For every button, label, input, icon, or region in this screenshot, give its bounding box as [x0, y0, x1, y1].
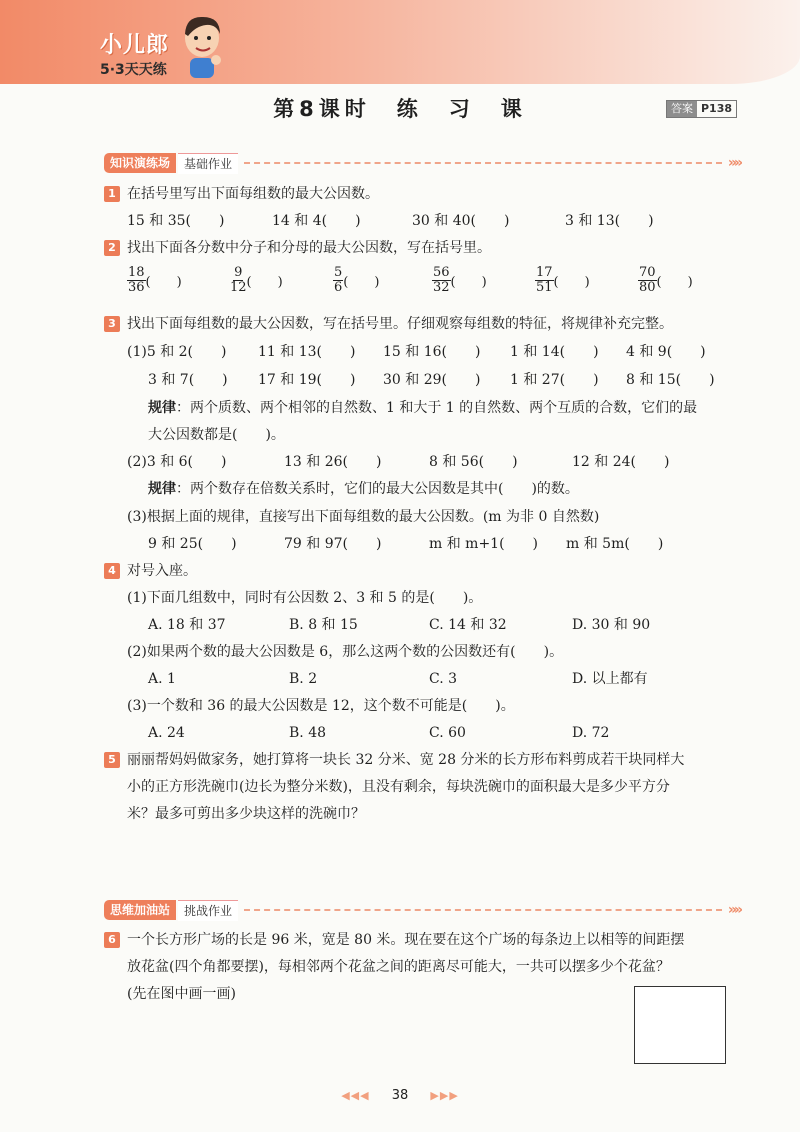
answer-blank: ( ) — [553, 275, 590, 290]
question-text: 米？最多可剪出多少块这样的洗碗巾？ — [127, 806, 365, 822]
answer-item[interactable]: 13 和 26( ) — [284, 454, 382, 470]
option-d[interactable]: D. 30 和 90 — [572, 617, 651, 633]
answer-item[interactable]: 8 和 15( ) — [626, 372, 715, 388]
numerator: 70 — [639, 265, 656, 280]
answer-label: 答案 — [667, 101, 697, 117]
denominator: 32 — [433, 280, 450, 295]
answer-item[interactable]: 8 和 56( ) — [429, 454, 518, 470]
option-a[interactable]: A. 24 — [148, 725, 185, 741]
section-divider — [244, 909, 722, 911]
answer-item[interactable]: 14 和 4( ) — [272, 213, 361, 229]
numerator: 5 — [334, 265, 343, 280]
logo-title: 小儿郎 — [100, 33, 170, 58]
option-c[interactable]: C. 60 — [429, 725, 466, 741]
page-title: 第8课时 练 习 课 — [273, 97, 527, 121]
answer-item[interactable]: 15 和 16( ) — [383, 344, 481, 360]
numerator: 56 — [433, 265, 450, 280]
double-chevron-icon: »» — [727, 155, 740, 171]
answer-item[interactable]: 1 和 14( ) — [510, 344, 599, 360]
question-text: 小的正方形洗碗巾(边长为整分米数)，且没有剩余，每块洗碗巾的面积最大是多少平方分 — [127, 779, 670, 795]
double-chevron-icon: »» — [727, 902, 740, 918]
section-tag: 思维加油站 — [104, 900, 176, 920]
answer-item[interactable]: 79 和 97( ) — [284, 536, 382, 552]
answer-item[interactable]: 12 和 24( ) — [572, 454, 670, 470]
answer-item[interactable]: 3 和 7( ) — [148, 372, 228, 388]
section-subtitle: 挑战作业 — [178, 900, 238, 921]
rule-text — [148, 480, 579, 498]
page-number: 38 — [391, 1088, 409, 1103]
sub-question: (1)下面几组数中，同时有公因数 2、3 和 5 的是( )。 — [127, 590, 483, 606]
fraction-item[interactable] — [638, 266, 693, 295]
question-text: (先在图中画一画) — [127, 986, 236, 1002]
question-number: 3 — [104, 316, 120, 332]
fraction-item[interactable] — [230, 266, 283, 295]
drawing-rectangle[interactable] — [634, 986, 726, 1064]
answer-item[interactable]: 1 和 27( ) — [510, 372, 599, 388]
numerator: 17 — [536, 265, 553, 280]
option-b[interactable]: B. 2 — [289, 671, 318, 687]
question-number: 6 — [104, 932, 120, 948]
answer-item[interactable]: 3 和 13( ) — [565, 213, 654, 229]
question-text: 一个长方形广场的长是 96 米，宽是 80 米。现在要在这个广场的每条边上以相等的间距摆 — [127, 932, 685, 948]
answer-item[interactable]: 4 和 9( ) — [626, 344, 706, 360]
question-number: 4 — [104, 563, 120, 579]
sub-question: (3)一个数和 36 的最大公因数是 12，这个数不可能是( )。 — [127, 698, 515, 714]
answer-blank: ( ) — [145, 275, 182, 290]
fraction-item[interactable] — [127, 266, 182, 295]
section-challenge — [104, 899, 740, 921]
answer-item[interactable]: (2)3 和 6( ) — [127, 454, 227, 470]
rule-body: ：两个质数、两个相邻的自然数、1 和大于 1 的自然数、两个互质的合数，它们的最 — [176, 400, 698, 416]
section-basic — [104, 152, 740, 174]
option-b[interactable]: B. 48 — [289, 725, 327, 741]
answer-blank: ( ) — [450, 275, 487, 290]
rule-label: 规律 — [148, 400, 176, 416]
option-d[interactable]: D. 以上都有 — [572, 671, 648, 687]
question-prompt: 对号入座。 — [127, 563, 197, 579]
page-footer — [0, 1088, 800, 1103]
sub-question-prompt: (3)根据上面的规律，直接写出下面每组数的最大公因数。(m 为非 0 自然数) — [127, 509, 600, 525]
denominator: 36 — [128, 280, 145, 295]
option-c[interactable]: C. 14 和 32 — [429, 617, 507, 633]
question-text: 放花盆(四个角都要摆)，每相邻两个花盆之间的距离尽可能大，一共可以摆多少个花盆？ — [127, 959, 670, 975]
question-prompt: 找出下面各分数中分子和分母的最大公因数，写在括号里。 — [127, 240, 491, 256]
answer-item[interactable]: 30 和 29( ) — [383, 372, 481, 388]
answer-item[interactable]: (1)5 和 2( ) — [127, 344, 227, 360]
answer-page: P138 — [701, 102, 733, 115]
fraction-item[interactable] — [432, 266, 487, 295]
answer-item[interactable]: 9 和 25( ) — [148, 536, 237, 552]
denominator: 80 — [639, 280, 656, 295]
question-prompt: 找出下面每组数的最大公因数，写在括号里。仔细观察每组数的特征，将规律补充完整。 — [127, 316, 673, 332]
question-prompt: 在括号里写出下面每组数的最大公因数。 — [127, 186, 379, 202]
numerator: 18 — [128, 265, 145, 280]
answer-item[interactable]: 17 和 19( ) — [258, 372, 356, 388]
logo-subtitle: 5·3天天练 — [100, 62, 167, 78]
rule-label: 规律 — [148, 481, 176, 497]
answer-item[interactable]: 11 和 13( ) — [258, 344, 356, 360]
answer-blank: ( ) — [656, 275, 693, 290]
question-number: 2 — [104, 240, 120, 256]
answer-blank: ( ) — [343, 275, 380, 290]
mascot-boy-icon — [176, 8, 228, 80]
option-a[interactable]: A. 18 和 37 — [148, 617, 226, 633]
section-subtitle: 基础作业 — [178, 153, 238, 174]
rule-text-cont[interactable]: 大公因数都是( )。 — [148, 427, 285, 443]
answer-item[interactable]: 15 和 35( ) — [127, 213, 225, 229]
fraction-item[interactable] — [333, 266, 379, 295]
rule-body: ：两个数存在倍数关系时，它们的最大公因数是其中( )的数。 — [176, 481, 579, 497]
answer-reference — [666, 100, 737, 118]
denominator: 6 — [334, 280, 343, 295]
option-a[interactable]: A. 1 — [148, 671, 176, 687]
answer-blank: ( ) — [246, 275, 283, 290]
sub-question: (2)如果两个数的最大公因数是 6，那么这两个数的公因数还有( )。 — [127, 644, 564, 660]
right-arrows-icon: ▶▶▶ — [430, 1089, 459, 1102]
denominator: 51 — [536, 280, 553, 295]
left-arrows-icon: ◀◀◀ — [341, 1089, 370, 1102]
section-divider — [244, 162, 722, 164]
answer-item[interactable]: 30 和 40( ) — [412, 213, 510, 229]
fraction-item[interactable] — [535, 266, 590, 295]
numerator: 9 — [234, 265, 243, 280]
question-number: 1 — [104, 186, 120, 202]
rule-text — [148, 399, 697, 417]
question-number: 5 — [104, 752, 120, 768]
section-tag: 知识演练场 — [104, 153, 176, 173]
answer-item[interactable]: m 和 5m( ) — [566, 536, 664, 552]
option-b[interactable]: B. 8 和 15 — [289, 617, 358, 633]
option-d[interactable]: D. 72 — [572, 725, 610, 741]
denominator: 12 — [230, 280, 247, 295]
brand-logo — [100, 28, 169, 79]
option-c[interactable]: C. 3 — [429, 671, 458, 687]
question-text: 丽丽帮妈妈做家务，她打算将一块长 32 分米、宽 28 分米的长方形布料剪成若干块同样大 — [127, 752, 685, 768]
answer-item[interactable]: m 和 m+1( ) — [429, 536, 539, 552]
